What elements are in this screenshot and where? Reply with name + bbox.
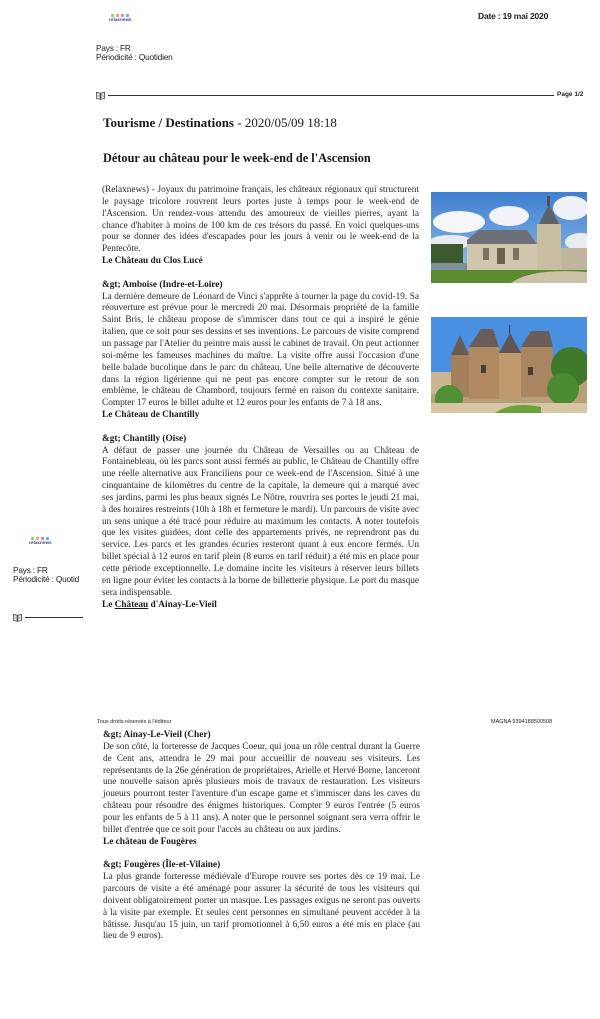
section-location: &gt; Amboise (Indre-et-Loire) bbox=[102, 279, 223, 290]
section-body: La plus grande forteresse médiévale d'Europe rouvre ses portes dès ce 19 mai. Le parcours de visite a été aménagé pour assurer la sécurité de tous les visiteurs qui doivent obligatoirement porter un masque. Les passages exigus ne seront pas ouverts à la visite par exemple. Et seules cent personnes en simultané peuvent accéder à la bâtisse. Jusqu'au 15 juin, un tarif promotionnel à 6,50 euros a été mis en place (au lieu de 9 euros). bbox=[103, 872, 420, 942]
magna-code: MAGNA 9394188500508 bbox=[491, 719, 553, 725]
section-location: &gt; Chantilly (Oise) bbox=[102, 433, 187, 444]
section-location: &gt; Fougères (Île-et-Vilaine) bbox=[103, 860, 221, 871]
book-icon bbox=[13, 613, 22, 622]
section-body: A défaut de passer une journée du Château de Versailles ou au Château de Fontainebleau, où les parcs sont aussi fermés au public, le Château de Chantilly offre une réelle alternative aux Franciliens pour ce week-end de l'Ascension. Situé à une cinquantaine de kilomètres du centre de la capitale, la demeure qui a marqué avec ses jardins, parmi les plus beaux signés Le Nôtre, rouvrira ses portes le jeudi 21 mai, à des horaires restreints (10h à 18h et fermeture le mardi). Un parcours de visite avec un sens unique a été tracé pour réduire au maximum les contacts. A noter toutefois que les visites guidées, dont celle des appartements privés, ne reprendront pas du service. Les parcs et les grandes écuries resteront quant à eux encore fermés. Un billet spécial à 12 euros en tarif plein (8 euros en tarif réduit) a été mis en place pour cette période exceptionnelle. Le domaine incite les visiteurs à réserver leurs billets en ligne pour éviter les contacts à la borne de billetterie physique. Le port du masque sera indispensable. bbox=[102, 445, 419, 598]
section-heading bbox=[102, 600, 419, 612]
article-title: Détour au château pour le week-end de l'Ascension bbox=[103, 151, 371, 165]
heading-link[interactable]: Château bbox=[114, 599, 149, 610]
section-body: La dernière demeure de Léonard de Vinci s'apprête à tourner la page du covid-19. Sa réouverture est prévue pour le mercredi 20 mai. Désormais propriété de la famille Saint Bris, le château propose de s'immiscer dans tout ce qui a inspiré le génie italien, que ce soit pour ses dessins et ses inventions. Le parcours de visite comprend un passage par l'Atelier du peintre mais aussi le cabinet de travail. On peut actionner soi-même les fameuses machines du maître. La visite offre aussi l'occasion d'une belle balade bucolique dans le parc du château. Une belle alternative de découverte dans la région ligérienne qui ne peut pas encore compter sur le retour de son emblème, le château de Chambord, toujours fermé en raison du contexte sanitaire. Compter 17 euros le billet adulte et 12 euros pour les enfants de 7 à 18 ans. bbox=[102, 291, 419, 409]
country-label-repeat: Pays : FR bbox=[13, 565, 48, 575]
logo-name: relaxnews bbox=[29, 540, 52, 545]
section-line bbox=[103, 115, 337, 131]
margin-rule bbox=[25, 617, 83, 618]
rights-notice: Tous droits réservés à l'éditeur bbox=[97, 719, 172, 725]
section-body: De son côté, la forteresse de Jacques Coeur, qui joua un rôle central durant la Guerre de Cent ans, attendra le 29 mai pour accueillir de nouveau ses visiteurs. Les représentants de la 26e génération de propriétaires, Arielle et Hervé Borne, lanceront une nouvelle saison après plusieurs mois de travaux de restauration. Les visiteurs joueurs pourront tester l'aventure d'un escape game et s'immiscer dans les caves du château pour résoudre des énigmes historiques. Compter 9 euros l'entrée (5 euros pour les enfants de 5 à 11 ans). A noter que le personnel soignant sera verra offrir le billet d'entrée que ce soit pour l'accès au château ou aux jardins. bbox=[103, 741, 420, 835]
article-category: Tourisme / Destinations bbox=[103, 115, 234, 130]
article-intro: (Relaxnews) - Joyaux du patrimoine français, les châteaux régionaux qui structurent le paysage tricolore rouvrent leurs portes juste à temps pour le week-end de l'Ascension. Un rendez-vous attendu des amoureux de vieilles pierres, ayant la chance d'habiter à moins de 100 km de ces trésors du passé. En voici quelques-uns pour se donner des idées d'escapades pour les jours à venir ou le week-end de la Pentecôte. bbox=[102, 185, 419, 255]
relaxnews-logo-repeat bbox=[29, 537, 52, 546]
heading-text: Le bbox=[102, 599, 115, 610]
article-body-part2 bbox=[103, 730, 420, 943]
logo-name: relaxnews bbox=[109, 17, 132, 22]
category-separator: - bbox=[233, 115, 245, 130]
article-body-part1 bbox=[102, 185, 419, 611]
publication-date: Date : 19 mai 2020 bbox=[478, 11, 549, 21]
periodicity-label: Périodicité : Quotidien bbox=[96, 52, 173, 62]
section-location: &gt; Ainay-Le-Vieil (Cher) bbox=[103, 730, 211, 740]
section-heading: Le Château du Clos Lucé bbox=[102, 256, 203, 267]
section-heading: Le Château de Chantilly bbox=[102, 410, 200, 421]
header-rule bbox=[108, 95, 554, 96]
periodicity-label-repeat: Périodicité : Quotid bbox=[13, 574, 80, 584]
page-number: Page 1/2 bbox=[557, 91, 584, 98]
book-icon bbox=[96, 91, 105, 100]
chantilly-photo bbox=[431, 192, 587, 283]
relaxnews-logo bbox=[109, 14, 132, 23]
ainay-le-vieil-photo bbox=[431, 317, 587, 413]
section-heading: Le château de Fougères bbox=[103, 836, 197, 847]
country-label: Pays : FR bbox=[96, 43, 131, 53]
article-datetime: 2020/05/09 18:18 bbox=[244, 115, 337, 130]
heading-text: d'Ainay-Le-Vieil bbox=[148, 599, 217, 610]
